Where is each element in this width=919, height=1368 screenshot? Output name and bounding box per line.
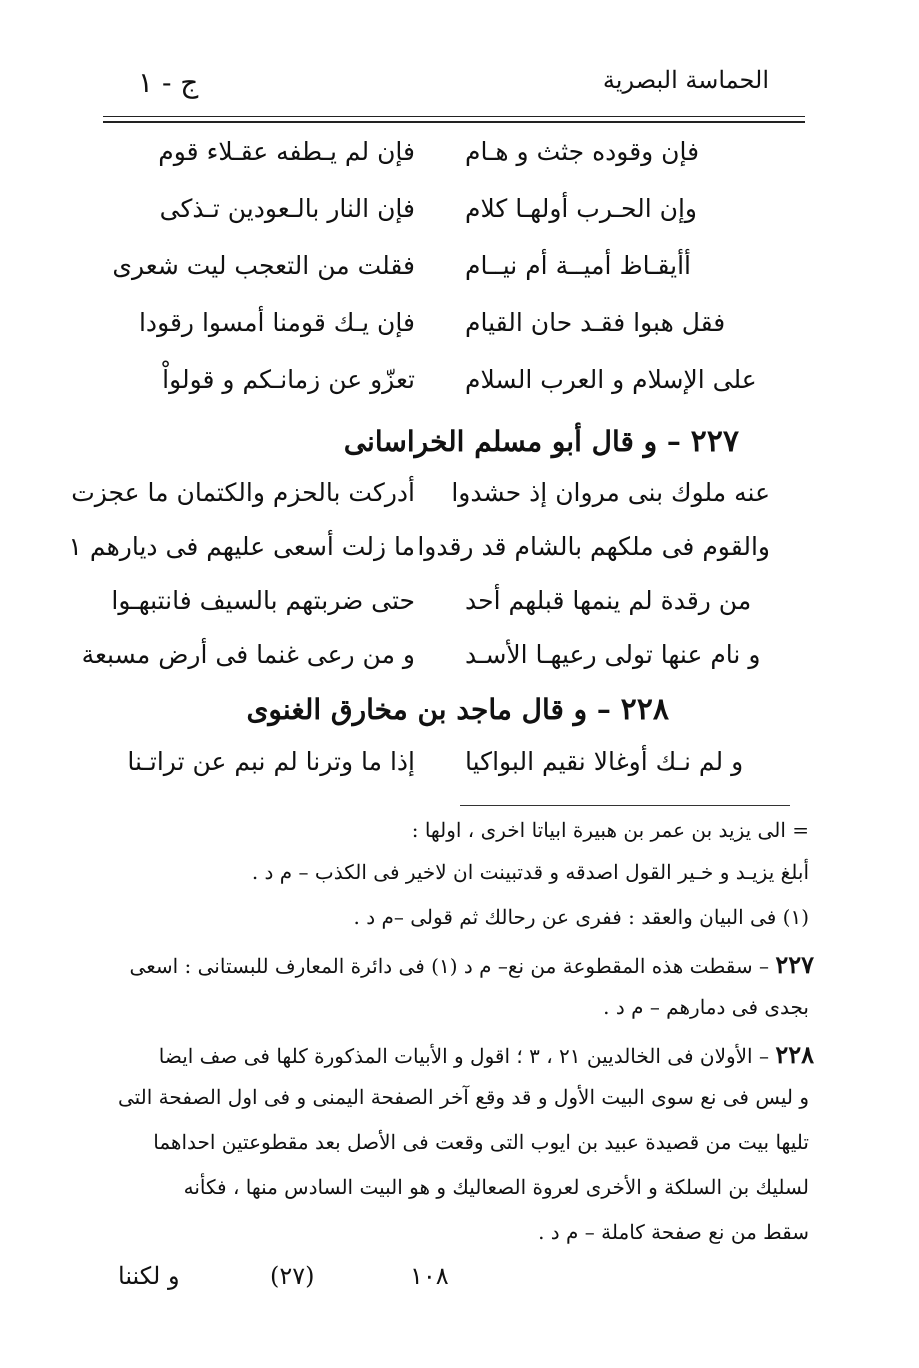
volume-label: ج - ١ <box>138 66 199 99</box>
footnote-228 <box>159 1040 814 1069</box>
verse-second-hemistich: أأيقـاظ أميــة أم نيــام <box>465 251 692 280</box>
verse-first-hemistich: فإن النار بالـعودين تـذكى <box>159 194 415 223</box>
footnote-228-line: سقط من نع صفحة كاملة – م د . <box>538 1220 809 1244</box>
verse-second-hemistich: و نام عنها تولى رعيهـا الأسـد <box>465 640 761 669</box>
verse-first-hemistich: فقلت من التعجب ليت شعرى <box>112 251 415 280</box>
poem-attribution: – و قال أبو مسلم الخراسانى <box>343 425 681 458</box>
verse-row <box>110 137 770 187</box>
signature-mark: (٢٧) <box>270 1262 315 1290</box>
footnote-number: ٢٢٧ <box>775 950 814 979</box>
poem-heading-228 <box>246 692 669 727</box>
footnote-228-line: لسليك بن السلكة و الأخرى لعروة الصعاليك و هو البيت السادس منها ، فكأنه <box>183 1175 809 1199</box>
verse-second-hemistich: فإن وقوده جثث و هـام <box>465 137 700 166</box>
verse-second-hemistich: من رقدة لم ينمها قبلهم أحد <box>465 586 752 615</box>
verse-row <box>110 194 770 244</box>
poem-attribution: – و قال ماجد بن مخارق الغنوى <box>246 693 611 726</box>
verse-first-hemistich: إذا ما وترنا لم نبم عن تراتـنا <box>127 747 415 776</box>
footnote-227 <box>130 950 814 979</box>
verse-row <box>110 365 770 415</box>
footnote-228-line: و ليس فى نع سوى البيت الأول و قد وقع آخر الصفحة اليمنى و فى اول الصفحة التى <box>117 1085 809 1109</box>
footnote-1: (١) فى البيان والعقد : ففرى عن رحالك ثم قولى –م د . <box>353 905 809 929</box>
verse-second-hemistich: فقل هبوا فقـد حان القيام <box>465 308 726 337</box>
footnote-text: – الأولان فى الخالديين ٢١ ، ٣ ؛ اقول و الأبيات المذكورة كلها فى صف ايضا <box>158 1044 769 1068</box>
footnote-text: – سقطت هذه المقطوعة من نع– م د (١) فى دائرة المعارف للبستانى : اسعى <box>129 954 769 978</box>
running-title: الحماسة البصرية <box>602 66 769 94</box>
poem-number: ٢٢٧ <box>690 424 739 459</box>
footnote-227-continued: بجدى فى دمارهم – م د . <box>603 995 809 1019</box>
header-rule-thick <box>103 121 805 123</box>
verse-row <box>110 308 770 358</box>
catchword: و لكننا <box>118 1262 180 1290</box>
verse-first-hemistich: أدركت بالحزم والكتمان ما عجزت <box>71 478 415 507</box>
poem-number: ٢٢٨ <box>620 692 669 727</box>
verse-second-hemistich: وإن الحـرب أولهـا كلام <box>465 194 697 223</box>
verse-second-hemistich: و لم نـك أوغالا نقيم البواكيا <box>465 747 744 776</box>
verse-first-hemistich: تعزّو عن زمانـكم و قولواْ <box>162 365 415 394</box>
verse-first-hemistich: ما زلت أسعى عليهم فى ديارهم ١ <box>68 532 415 561</box>
verse-row <box>110 747 770 797</box>
verse-row <box>68 532 770 582</box>
verse-row <box>110 586 770 636</box>
verse-first-hemistich: حتى ضربتهم بالسيف فانتبهـوا <box>111 586 415 615</box>
verse-first-hemistich: و من رعى غنما فى أرض مسبعة <box>81 640 415 669</box>
verse-second-hemistich: على الإسلام و العرب السلام <box>465 365 757 394</box>
verse-first-hemistich: فإن يـك قومنا أمسوا رقودا <box>138 308 415 337</box>
verse-first-hemistich: فإن لم يـطفه عقـلاء قوم <box>158 137 415 166</box>
footnote-continuation: = الى يزيد بن عمر بن هبيرة ابياتا اخرى ، اولها : <box>411 818 809 842</box>
page-number: ١٠٨ <box>410 1262 449 1290</box>
verse-second-hemistich: عنه ملوك بنى مروان إذ حشدوا <box>451 478 770 507</box>
verse-row <box>71 478 770 528</box>
footnote-quoted-verse: أبلغ يزيـد و خـير القول اصدقه و قدتبينت ان لاخير فى الكذب – م د . <box>251 860 809 884</box>
poem-heading-227 <box>344 424 739 459</box>
footnote-228-line: تليها بيت من قصيدة عبيد بن ايوب التى وقعت فى الأصل بعد مقطوعتين احداهما <box>153 1130 809 1154</box>
verse-row <box>110 251 770 301</box>
verse-row <box>81 640 770 690</box>
verse-second-hemistich: والقوم فى ملكهم بالشام قد رقدوا <box>417 532 770 561</box>
header-rule <box>103 116 805 117</box>
footnote-separator <box>460 805 790 806</box>
footnote-number: ٢٢٨ <box>775 1040 814 1069</box>
